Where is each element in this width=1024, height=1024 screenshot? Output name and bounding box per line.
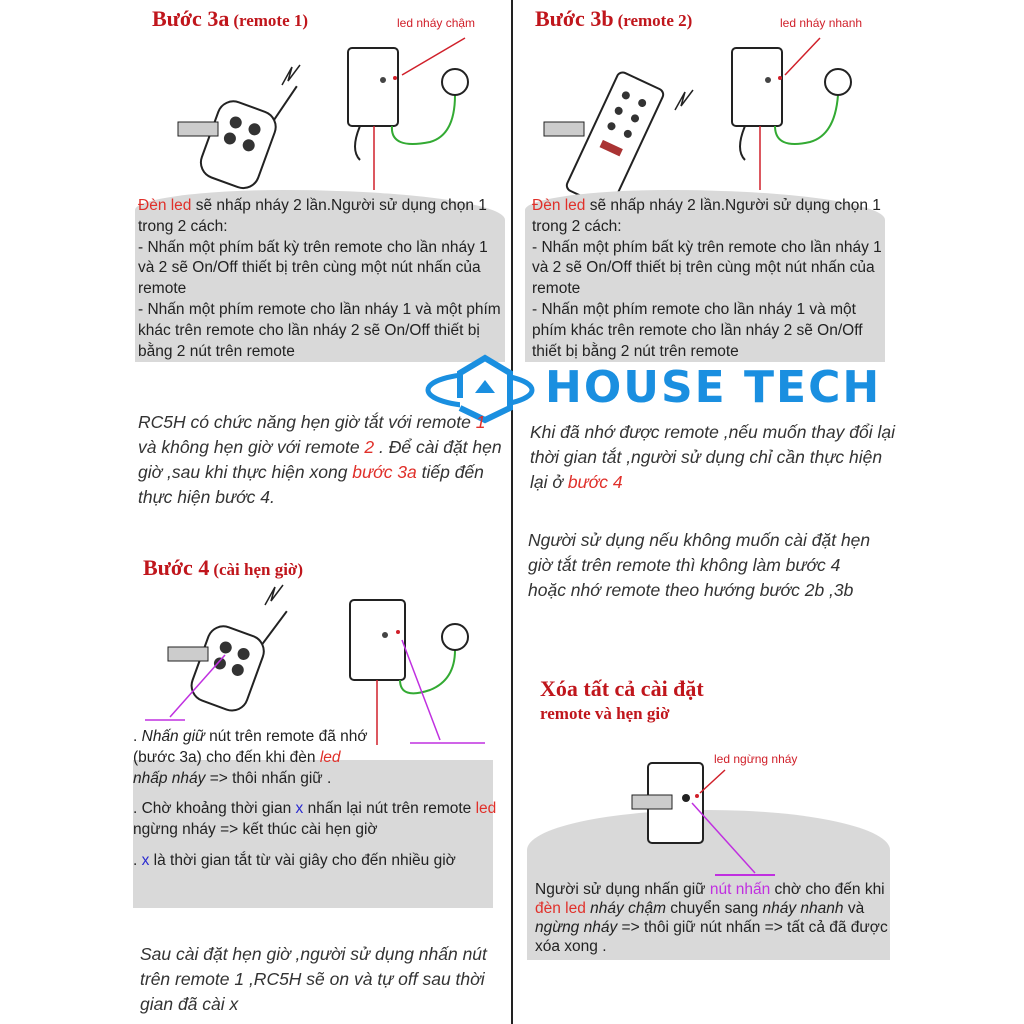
bulb-icon xyxy=(442,69,468,95)
bulb-icon xyxy=(825,69,851,95)
signal-icon xyxy=(265,585,283,605)
hand-icon xyxy=(178,122,218,136)
step-3b-heading: Bước 3b (remote 2) xyxy=(535,6,693,31)
step-3a-illustration xyxy=(170,30,490,200)
rc5h-note: RC5H có chức năng hẹn giờ tắt với remote 1 và không hẹn giờ với remote 2 . Để cài đặt hẹn giờ ,sau khi thực hiện xong bước 3a tiếp đến thực hiện bước 4. xyxy=(138,412,502,507)
led-stop-label: led ngừng nháy xyxy=(714,752,798,766)
hand-icon xyxy=(632,795,672,809)
signal-icon xyxy=(675,90,693,110)
signal-icon xyxy=(282,65,300,85)
step-4-heading: Bước 4 (cài hẹn giờ) xyxy=(143,555,304,580)
step-4-illustration xyxy=(140,575,500,750)
step-3b-text: Đèn led sẽ nhấp nháy 2 lần.Người sử dụng chọn 1 trong 2 cách: - Nhấn một phím bất kỳ trên remote cho lần nháy 1 và 2 sẽ On/Off thiết bị trên cùng một nút nhấn của remote - Nhấn một phím remote cho lần nháy 1 và một phím khác trên remote cho lần nháy 2 sẽ On/Off thiết bị bằng 2 nút trên remote xyxy=(532,197,882,360)
change-time-note: Khi đã nhớ được remote ,nếu muốn thay đổi lại thời gian tắt ,người sử dụng chỉ cần thực hiện lại ở bước 4 xyxy=(530,422,895,492)
skip-timer-note: Người sử dụng nếu không muốn cài đặt hẹn giờ tắt trên remote thì không làm bước 4 hoặc nhớ remote theo hướng bước 2b ,3b xyxy=(528,530,871,600)
receiver-box-icon xyxy=(732,48,782,126)
reset-heading: Xóa tất cả cài đặt remote và hẹn giờ xyxy=(540,676,704,723)
receiver-box-icon xyxy=(350,600,405,680)
step-3b-illustration xyxy=(540,30,880,200)
column-divider xyxy=(511,0,513,1024)
step-3a-text: Đèn led sẽ nhấp nháy 2 lần.Người sử dụng chọn 1 trong 2 cách: - Nhấn một phím bất kỳ trên remote cho lần nháy 1 và 2 sẽ On/Off thiết bị trên cùng một nút nhấn của remote - Nhấn một phím remote cho lần nháy 1 và một phím khác trên remote cho lần nháy 2 sẽ On/Off thiết bị bằng 2 nút trên remote xyxy=(138,197,501,360)
reset-text: Người sử dụng nhấn giữ nút nhấn chờ cho đến khi đèn led nháy chậm chuyển sang nháy nhanh và ngừng nháy => thôi giữ nút nhấn => tất cả đã được xóa xong . xyxy=(535,881,888,955)
led-fast-label: led nháy nhanh xyxy=(780,16,863,30)
reset-illustration xyxy=(620,755,820,885)
receiver-box-icon xyxy=(348,48,398,126)
led-slow-label: led nháy chậm xyxy=(397,16,476,30)
step-4-text: . Nhấn giữ nút trên remote đã nhớ (bước 3a) cho đến khi đèn led nhấp nháy => thôi nhấn giữ . . Chờ khoảng thời gian x nhấn lại nút trên remote led ngừng nháy => kết thúc cài hẹn giờ . x là thời gian tắt từ vài giây cho đến nhiều giờ xyxy=(133,728,497,869)
logo-text: HOUSE TECH xyxy=(545,362,882,413)
hand-icon xyxy=(544,122,584,136)
after-timer-note: Sau cài đặt hẹn giờ ,người sử dụng nhấn nút trên remote 1 ,RC5H sẽ on và tự off sau thời gian đã cài x xyxy=(140,944,487,1014)
hand-icon xyxy=(168,647,208,661)
step-3a-heading: Bước 3a (remote 1) xyxy=(152,6,309,31)
bulb-icon xyxy=(442,624,468,650)
